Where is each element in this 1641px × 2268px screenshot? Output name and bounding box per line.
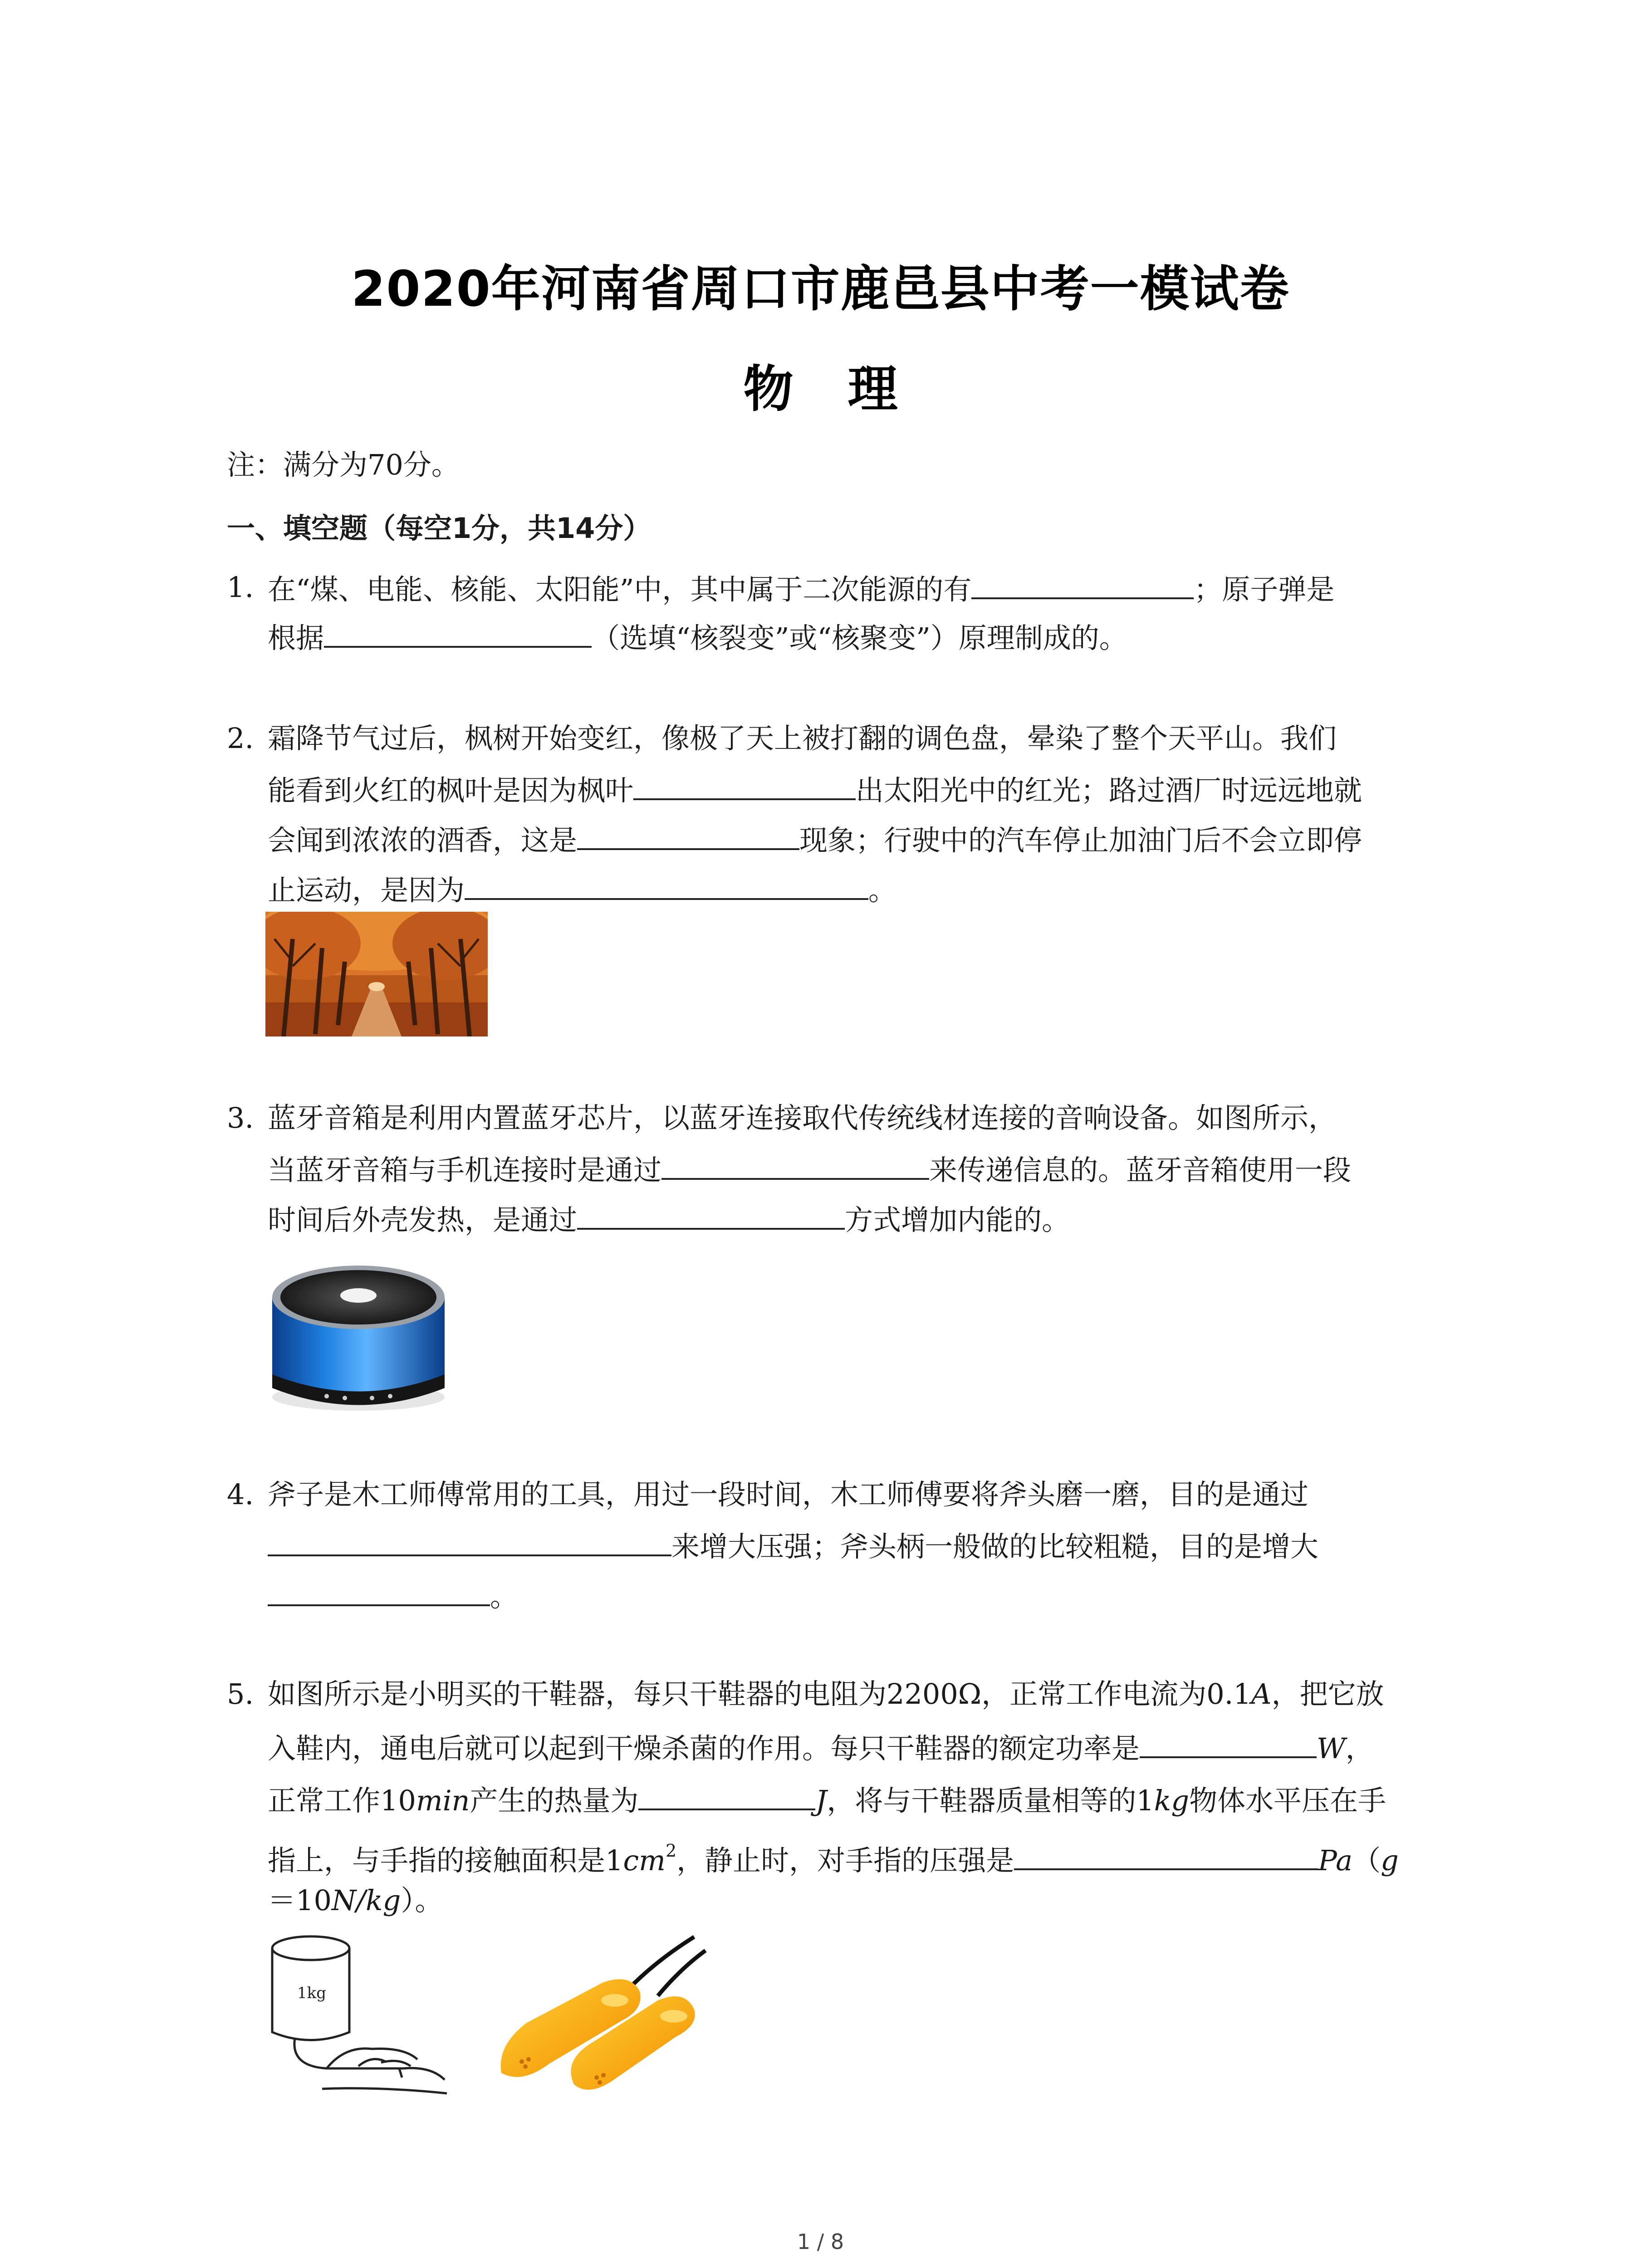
question-text: 能看到火红的枫叶是因为枫叶 (268, 774, 634, 807)
question-text: 来传递信息的。蓝牙音箱使用一段 (929, 1154, 1352, 1187)
question-text: 来增大压强；斧头柄一般做的比较粗糙，目的是增大 (671, 1530, 1319, 1563)
answer-blank[interactable] (633, 770, 856, 800)
question-text: 斧子是木工师傅常用的工具，用过一段时间，木工师傅要将斧头磨一磨，目的是通过 (268, 1478, 1309, 1511)
question-text: 。 (490, 1580, 519, 1613)
question-line (268, 1676, 1384, 1712)
question-line (268, 569, 1334, 608)
question-text: （选填“核裂变”或“核聚变”）原理制成的。 (592, 621, 1127, 655)
question-text: ， (1345, 1732, 1374, 1765)
question-text: ）。 (401, 1884, 443, 1917)
question-line (268, 1200, 1070, 1238)
question-line (268, 820, 1362, 859)
question-line (268, 1728, 1374, 1767)
answer-blank[interactable] (1140, 1728, 1317, 1758)
unit-symbol: J (815, 1784, 827, 1817)
unit-symbol: min (416, 1784, 470, 1817)
question-text: 根据 (268, 621, 324, 655)
unit-symbol: W (1317, 1732, 1346, 1765)
question-number: 2. (227, 722, 254, 755)
question-text: 。 (868, 874, 897, 907)
question-text: 现象；行驶中的汽车停止加油门后不会立即停 (799, 824, 1362, 857)
question-text: 出太阳光中的红光；路过酒厂时远远地就 (856, 774, 1362, 807)
question-number: 4. (227, 1478, 254, 1511)
unit-symbol: N/kg (331, 1884, 401, 1917)
unit-symbol: g (1381, 1844, 1399, 1877)
question-line (268, 1576, 518, 1615)
question-text: 霜降节气过后，枫树开始变红，像极了天上被打翻的调色盘，晕染了整个天平山。我们 (268, 722, 1337, 755)
score-note: 注：满分为70分。 (227, 448, 460, 481)
question-text: ，静止时，对手指的压强是 (676, 1844, 1014, 1877)
answer-blank[interactable] (1014, 1840, 1318, 1870)
answer-blank[interactable] (577, 1200, 845, 1230)
question-text: 指上，与手指的接触面积是1 (268, 1844, 623, 1877)
weight-on-finger-diagram (268, 1930, 485, 2098)
question-number: 5. (227, 1677, 254, 1711)
question-text: ，将与干鞋器质量相等的1 (827, 1784, 1154, 1817)
shoe-dryer-photo (495, 1932, 712, 2096)
superscript: 2 (665, 1841, 677, 1861)
answer-blank[interactable] (638, 1780, 815, 1810)
question-line (268, 720, 1337, 757)
answer-blank[interactable] (268, 1576, 490, 1606)
page-number: 1 / 8 (797, 2229, 844, 2254)
exam-title: 2020年河南省周口市鹿邑县中考一模试卷 (351, 261, 1290, 318)
question-text: 物体水平压在手 (1189, 1784, 1386, 1817)
unit-symbol: cm (623, 1844, 666, 1877)
question-text: 入鞋内，通电后就可以起到干燥杀菌的作用。每只干鞋器的额定功率是 (268, 1732, 1140, 1765)
answer-blank[interactable] (268, 1526, 671, 1556)
question-text: 在“煤、电能、核能、太阳能”中，其中属于二次能源的有 (268, 573, 972, 606)
question-text: ，把它放 (1271, 1677, 1384, 1711)
question-text: 如图所示是小明买的干鞋器，每只干鞋器的电阻为2200Ω，正常工作电流为0.1 (268, 1677, 1251, 1711)
question-text: ＝10 (268, 1884, 332, 1917)
question-text: 正常工作10 (268, 1784, 416, 1817)
question-line (268, 1476, 1308, 1513)
answer-blank[interactable] (661, 1150, 929, 1180)
bluetooth-speaker-photo (268, 1252, 449, 1415)
question-text: 方式增加内能的。 (845, 1203, 1070, 1237)
question-text: 时间后外壳发热，是通过 (268, 1203, 578, 1237)
maple-trees-photo (265, 912, 488, 1036)
question-text: 止运动，是因为 (268, 874, 465, 907)
weight-label: 1kg (297, 1984, 326, 2002)
subject-title: 物理 (743, 360, 952, 418)
unit-symbol: Pa (1318, 1844, 1353, 1877)
question-number: 1. (227, 571, 254, 604)
question-text: 蓝牙音箱是利用内置蓝牙芯片，以蓝牙连接取代传统线材连接的音响设备。如图所示， (268, 1101, 1337, 1134)
question-line (268, 1833, 1399, 1879)
question-number: 3. (227, 1101, 254, 1134)
answer-blank[interactable] (324, 618, 592, 648)
question-text: （ (1352, 1844, 1381, 1877)
question-line (268, 870, 896, 909)
question-line (268, 618, 1127, 656)
question-line (268, 1100, 1337, 1136)
answer-blank[interactable] (577, 820, 799, 850)
unit-symbol: A (1251, 1677, 1272, 1711)
section-heading: 一、填空题（每空1分，共14分） (227, 512, 652, 545)
answer-blank[interactable] (465, 870, 868, 900)
question-line (268, 770, 1362, 809)
unit-symbol: kg (1154, 1784, 1190, 1817)
question-line (268, 1882, 443, 1919)
answer-blank[interactable] (971, 569, 1194, 599)
question-text: ；原子弹是 (1194, 573, 1335, 606)
question-line (268, 1780, 1386, 1819)
question-line (268, 1526, 1318, 1565)
question-line (268, 1150, 1351, 1188)
question-text: 会闻到浓浓的酒香，这是 (268, 824, 578, 857)
question-text: 产生的热量为 (470, 1784, 639, 1817)
question-text: 当蓝牙音箱与手机连接时是通过 (268, 1154, 662, 1187)
